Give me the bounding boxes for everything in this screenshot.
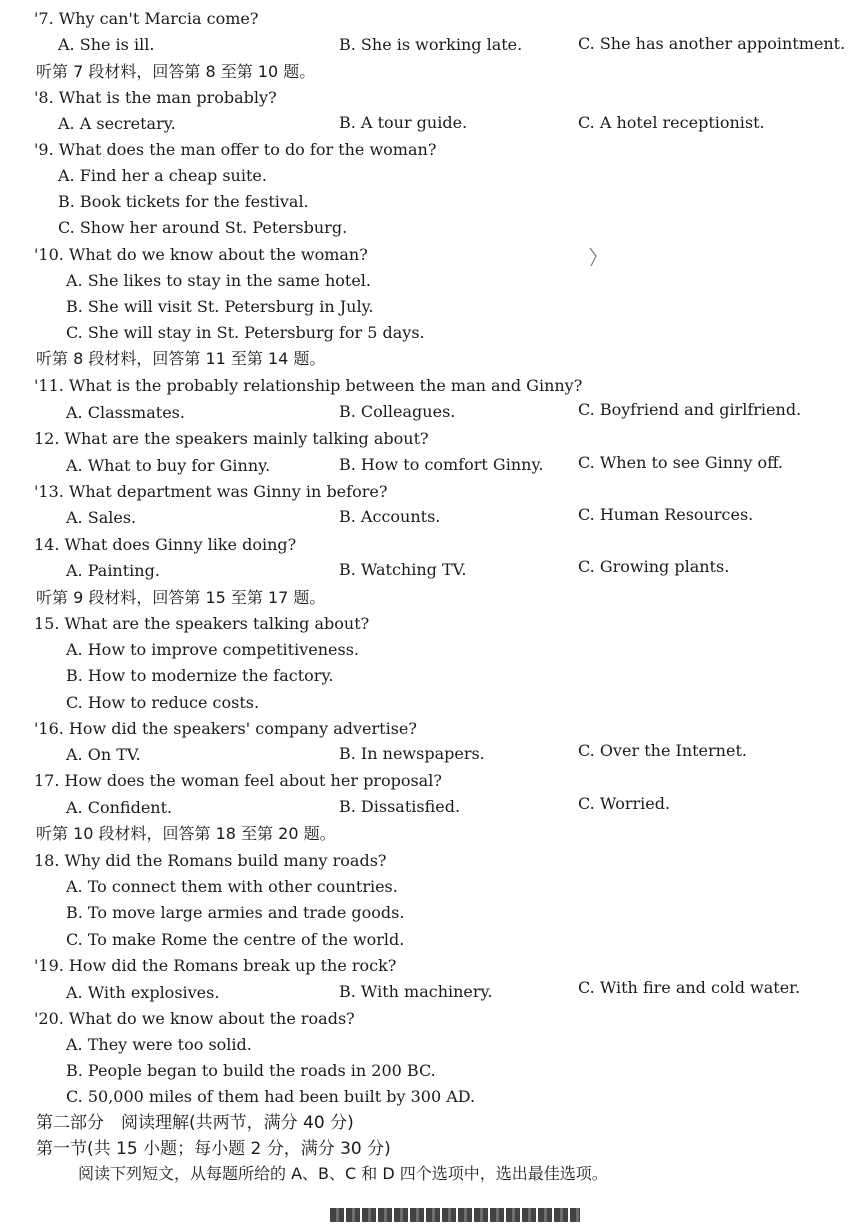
q7-option-a: A. She is ill.	[58, 35, 155, 54]
q13-option-b: B. Accounts.	[339, 507, 441, 526]
q17-option-a: A. Confident.	[66, 798, 173, 817]
question-12-stem: 12. What are the speakers mainly talking about?	[34, 429, 429, 448]
q7-option-c: C. She has another appointment.	[578, 34, 846, 53]
q8-option-c: C. A hotel receptionist.	[578, 113, 765, 132]
section-8-heading: 听第 8 段材料，回答第 11 至第 14 题。	[36, 349, 326, 368]
q19-option-c: C. With fire and cold water.	[578, 978, 801, 997]
q12-option-c: C. When to see Ginny off.	[578, 453, 783, 472]
question-10-stem: '10. What do we know about the woman?	[34, 245, 368, 264]
q15-option-a: A. How to improve competitiveness.	[66, 640, 360, 659]
q11-option-b: B. Colleagues.	[339, 402, 456, 421]
section-7-heading: 听第 7 段材料，回答第 8 至第 10 题。	[36, 62, 316, 81]
q13-option-a: A. Sales.	[66, 508, 137, 527]
q16-option-a: A. On TV.	[66, 745, 141, 764]
q10-option-a: A. She likes to stay in the same hotel.	[66, 271, 372, 290]
q12-option-b: B. How to comfort Ginny.	[339, 455, 544, 474]
question-17-stem: 17. How does the woman feel about her proposal?	[34, 771, 442, 790]
q9-option-a: A. Find her a cheap suite.	[58, 166, 267, 185]
q14-option-b: B. Watching TV.	[339, 560, 467, 579]
part-two-title: 第二部分 阅读理解(共两节，满分 40 分)	[36, 1113, 354, 1133]
q17-option-c: C. Worried.	[578, 794, 671, 813]
question-11-stem: '11. What is the probably relationship between the man and Ginny?	[34, 376, 583, 395]
q8-option-a: A. A secretary.	[58, 114, 176, 133]
q14-option-a: A. Painting.	[66, 561, 160, 580]
question-18-stem: 18. Why did the Romans build many roads?	[34, 851, 387, 870]
q17-option-b: B. Dissatisfied.	[339, 797, 461, 816]
part-two-instruction: 阅读下列短文，从每题所给的 A、B、C 和 D 四个选项中，选出最佳选项。	[78, 1164, 608, 1183]
q20-option-a: A. They were too solid.	[66, 1035, 252, 1054]
q16-option-c: C. Over the Internet.	[578, 741, 747, 760]
q8-option-b: B. A tour guide.	[339, 113, 468, 132]
q10-option-b: B. She will visit St. Petersburg in July.	[66, 297, 374, 316]
question-8-stem: '8. What is the man probably?	[34, 88, 277, 107]
q11-option-a: A. Classmates.	[66, 403, 185, 422]
q18-option-b: B. To move large armies and trade goods.	[66, 903, 405, 922]
q20-option-b: B. People began to build the roads in 200 BC.	[66, 1061, 436, 1080]
q15-option-c: C. How to reduce costs.	[66, 693, 260, 712]
question-14-stem: 14. What does Ginny like doing?	[34, 535, 297, 554]
q13-option-c: C. Human Resources.	[578, 505, 754, 524]
q16-option-b: B. In newspapers.	[339, 744, 485, 763]
q19-option-b: B. With machinery.	[339, 982, 493, 1001]
q15-option-b: B. How to modernize the factory.	[66, 666, 334, 685]
part-two-section-one: 第一节(共 15 小题；每小题 2 分，满分 30 分)	[36, 1139, 391, 1159]
q20-option-c: C. 50,000 miles of them had been built by 300 AD.	[66, 1087, 476, 1106]
q9-option-b: B. Book tickets for the festival.	[58, 192, 309, 211]
q12-option-a: A. What to buy for Ginny.	[66, 456, 271, 475]
q11-option-c: C. Boyfriend and girlfriend.	[578, 400, 802, 419]
question-16-stem: '16. How did the speakers' company advertise?	[34, 719, 417, 738]
question-9-stem: '9. What does the man offer to do for the woman?	[34, 140, 437, 159]
q19-option-a: A. With explosives.	[66, 983, 220, 1002]
pen-mark-icon	[588, 246, 598, 268]
q18-option-c: C. To make Rome the centre of the world.	[66, 930, 405, 949]
q14-option-c: C. Growing plants.	[578, 557, 730, 576]
page-footer-smudge	[330, 1208, 580, 1222]
q10-option-c: C. She will stay in St. Petersburg for 5 days.	[66, 323, 425, 342]
q9-option-c: C. Show her around St. Petersburg.	[58, 218, 348, 237]
question-19-stem: '19. How did the Romans break up the rock?	[34, 956, 397, 975]
q7-option-b: B. She is working late.	[339, 35, 523, 54]
question-13-stem: '13. What department was Ginny in before?	[34, 482, 388, 501]
q18-option-a: A. To connect them with other countries.	[66, 877, 398, 896]
question-15-stem: 15. What are the speakers talking about?	[34, 614, 370, 633]
section-10-heading: 听第 10 段材料，回答第 18 至第 20 题。	[36, 824, 336, 843]
question-7-stem: '7. Why can't Marcia come?	[34, 9, 259, 28]
section-9-heading: 听第 9 段材料，回答第 15 至第 17 题。	[36, 588, 326, 607]
question-20-stem: '20. What do we know about the roads?	[34, 1009, 355, 1028]
